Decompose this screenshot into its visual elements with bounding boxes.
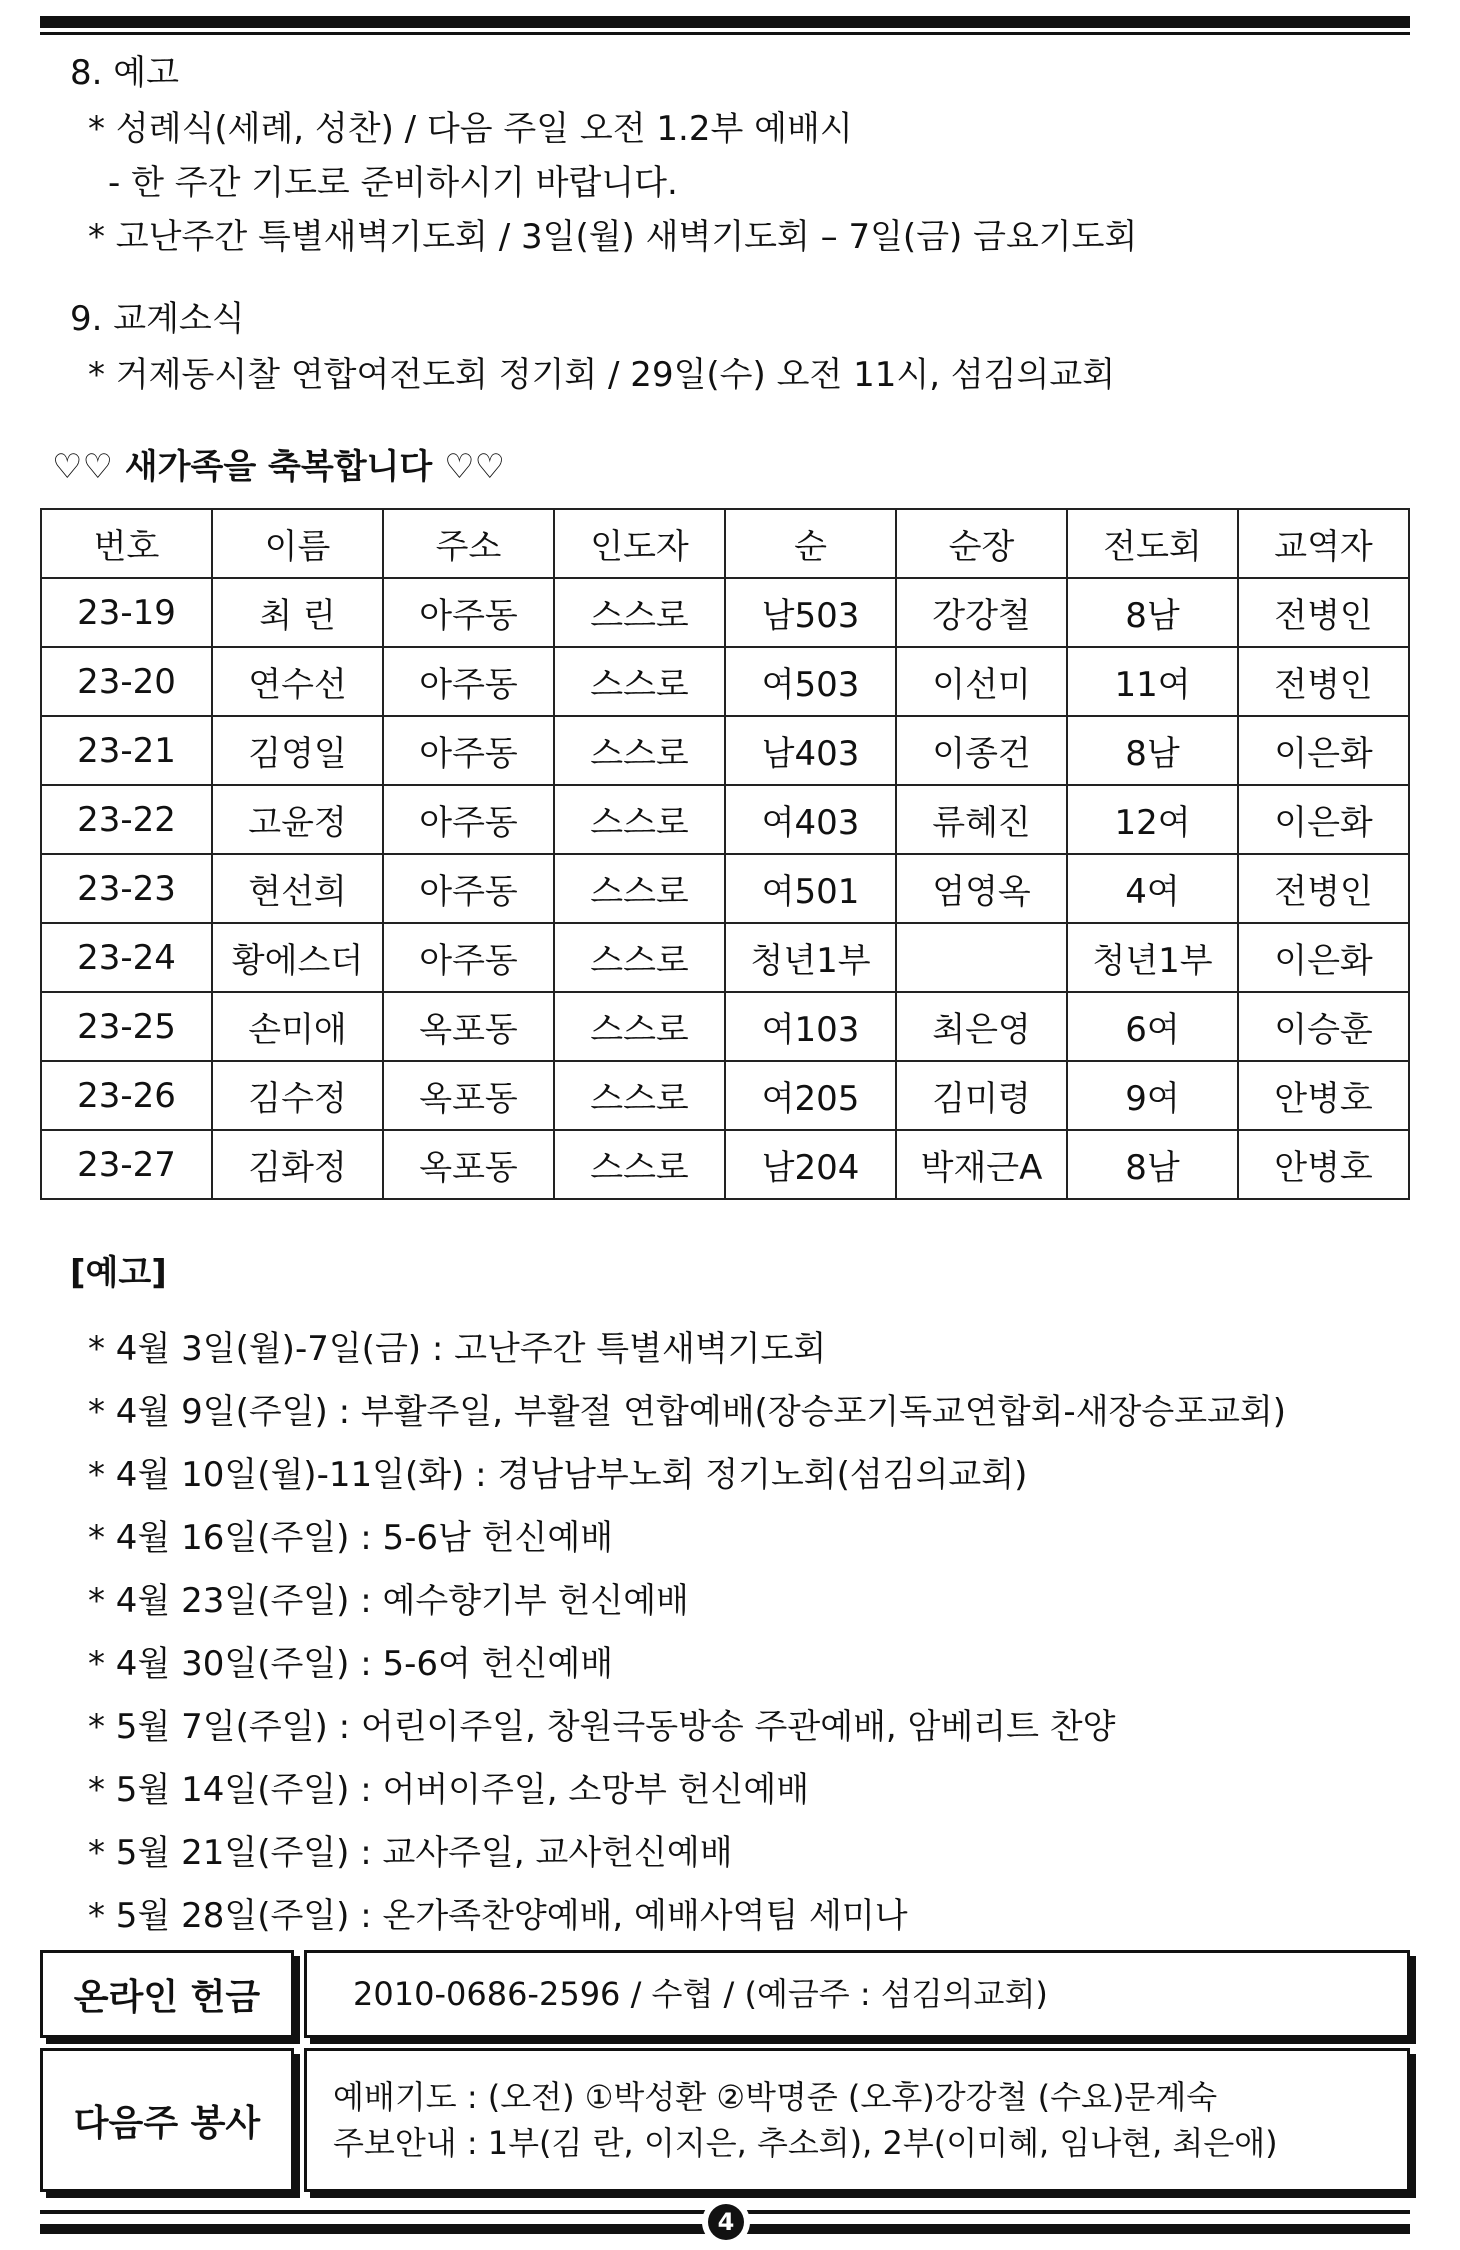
table-cell: 옥포동	[383, 992, 554, 1061]
table-cell: 4여	[1067, 854, 1238, 923]
table-cell: 김수정	[212, 1061, 383, 1130]
announce-heading: 8. 예고	[70, 53, 179, 93]
table-cell: 아주동	[383, 578, 554, 647]
table-cell: 이종건	[896, 716, 1067, 785]
table-cell: 스스로	[554, 785, 725, 854]
announce-item: * 고난주간 특별새벽기도회 / 3일(월) 새벽기도회 – 7일(금) 금요기도회	[88, 217, 1138, 257]
next-service-label: 다음주 봉사	[73, 2102, 261, 2144]
table-cell: 옥포동	[383, 1130, 554, 1199]
table-cell: 고윤정	[212, 785, 383, 854]
table-cell: 스스로	[554, 578, 725, 647]
list-item: * 4월 9일(주일) : 부활주일, 부활절 연합예배(장승포기독교연합회-새장승포교회)	[88, 1392, 1287, 1432]
table-cell: 강강철	[896, 578, 1067, 647]
schedule-list	[88, 1318, 1286, 1948]
table-cell: 스스로	[554, 923, 725, 992]
table-cell: 스스로	[554, 647, 725, 716]
table-cell: 안병호	[1238, 1130, 1409, 1199]
table-cell: 남503	[725, 578, 896, 647]
table-cell: 최은영	[896, 992, 1067, 1061]
announce-item: - 한 주간 기도로 준비하시기 바랍니다.	[108, 163, 678, 203]
table-cell: 김화정	[212, 1130, 383, 1199]
table-cell: 청년1부	[725, 923, 896, 992]
table-row	[41, 923, 1409, 992]
top-rule-thin	[40, 32, 1410, 35]
list-item: * 5월 14일(주일) : 어버이주일, 소망부 헌신예배	[88, 1770, 810, 1810]
table-cell: 스스로	[554, 1130, 725, 1199]
table-row	[41, 1061, 1409, 1130]
table-cell: 8남	[1067, 1130, 1238, 1199]
church-news-item: * 거제동시찰 연합여전도회 정기회 / 29일(수) 오전 11시, 섬김의교회	[88, 355, 1116, 395]
next-service-label-box	[40, 2048, 294, 2192]
column-header: 교역자	[1238, 509, 1409, 578]
table-cell: 이은화	[1238, 785, 1409, 854]
table-cell: 이은화	[1238, 923, 1409, 992]
table-cell: 여205	[725, 1061, 896, 1130]
table-cell: 11여	[1067, 647, 1238, 716]
table-cell: 여501	[725, 854, 896, 923]
column-header: 번호	[41, 509, 212, 578]
column-header: 순장	[896, 509, 1067, 578]
table-cell: 현선희	[212, 854, 383, 923]
online-offering-info-box	[304, 1950, 1410, 2038]
table-cell: 류혜진	[896, 785, 1067, 854]
table-cell: 아주동	[383, 854, 554, 923]
table-cell: 연수선	[212, 647, 383, 716]
next-service-info-box	[304, 2048, 1410, 2192]
schedule-title: [예고]	[70, 1253, 167, 1293]
table-cell: 아주동	[383, 716, 554, 785]
table-cell: 23-24	[41, 923, 212, 992]
table-cell: 남204	[725, 1130, 896, 1199]
table-cell: 여103	[725, 992, 896, 1061]
table-cell: 아주동	[383, 785, 554, 854]
table-row	[41, 647, 1409, 716]
table-cell: 이선미	[896, 647, 1067, 716]
table-row	[41, 578, 1409, 647]
table-cell: 23-25	[41, 992, 212, 1061]
table-cell: 23-21	[41, 716, 212, 785]
table-cell: 전병인	[1238, 647, 1409, 716]
table-cell: 8남	[1067, 716, 1238, 785]
table-cell: 23-20	[41, 647, 212, 716]
list-item: * 5월 21일(주일) : 교사주일, 교사헌신예배	[88, 1833, 733, 1873]
list-item: * 4월 16일(주일) : 5-6남 헌신예배	[88, 1518, 614, 1558]
online-offering-label-box	[40, 1950, 294, 2038]
list-item: * 4월 23일(주일) : 예수향기부 헌신예배	[88, 1581, 689, 1621]
next-service-ushers: 주보안내 : 1부(김 란, 이지은, 추소희), 2부(이미혜, 임나현, 최은애)	[333, 2124, 1278, 2162]
table-cell: 9여	[1067, 1061, 1238, 1130]
new-family-title: ♡♡ 새가족을 축복합니다 ♡♡	[52, 447, 506, 487]
table-cell: 여503	[725, 647, 896, 716]
table-cell: 청년1부	[1067, 923, 1238, 992]
table-cell: 8남	[1067, 578, 1238, 647]
table-cell	[896, 923, 1067, 992]
table-cell: 23-27	[41, 1130, 212, 1199]
list-item: * 5월 28일(주일) : 온가족찬양예배, 예배사역팀 세미나	[88, 1896, 908, 1936]
table-cell: 여403	[725, 785, 896, 854]
table-cell: 23-26	[41, 1061, 212, 1130]
table-cell: 안병호	[1238, 1061, 1409, 1130]
table-cell: 스스로	[554, 992, 725, 1061]
list-item: * 5월 7일(주일) : 어린이주일, 창원극동방송 주관예배, 암베리트 찬양	[88, 1707, 1116, 1747]
table-cell: 이승훈	[1238, 992, 1409, 1061]
page-number: 4	[708, 2204, 744, 2240]
table-cell: 아주동	[383, 647, 554, 716]
table-cell: 전병인	[1238, 854, 1409, 923]
table-row	[41, 992, 1409, 1061]
table-cell: 황에스더	[212, 923, 383, 992]
column-header: 주소	[383, 509, 554, 578]
table-cell: 23-22	[41, 785, 212, 854]
table-cell: 스스로	[554, 854, 725, 923]
table-cell: 엄영옥	[896, 854, 1067, 923]
table-cell: 23-23	[41, 854, 212, 923]
table-row	[41, 716, 1409, 785]
list-item: * 4월 30일(주일) : 5-6여 헌신예배	[88, 1644, 614, 1684]
next-service-prayer: 예배기도 : (오전) ①박성환 ②박명준 (오후)강강철 (수요)문계숙	[333, 2078, 1218, 2116]
column-header: 이름	[212, 509, 383, 578]
table-cell: 이은화	[1238, 716, 1409, 785]
list-item: * 4월 3일(월)-7일(금) : 고난주간 특별새벽기도회	[88, 1329, 827, 1369]
table-cell: 스스로	[554, 716, 725, 785]
table-cell: 박재근A	[896, 1130, 1067, 1199]
online-offering-label: 온라인 헌금	[73, 1976, 261, 2018]
column-header: 순	[725, 509, 896, 578]
table-cell: 23-19	[41, 578, 212, 647]
new-family-table	[40, 508, 1410, 1200]
table-row	[41, 1130, 1409, 1199]
table-cell: 손미애	[212, 992, 383, 1061]
table-row	[41, 854, 1409, 923]
table-cell: 전병인	[1238, 578, 1409, 647]
list-item: * 4월 10일(월)-11일(화) : 경남남부노회 정기노회(섬김의교회)	[88, 1455, 1028, 1495]
table-cell: 6여	[1067, 992, 1238, 1061]
table-cell: 최 린	[212, 578, 383, 647]
table-cell: 김미령	[896, 1061, 1067, 1130]
table-cell: 남403	[725, 716, 896, 785]
column-header: 인도자	[554, 509, 725, 578]
table-cell: 옥포동	[383, 1061, 554, 1130]
online-offering-account: 2010-0686-2596 / 수협 / (예금주 : 섬김의교회)	[353, 1975, 1048, 2013]
table-cell: 스스로	[554, 1061, 725, 1130]
table-cell: 김영일	[212, 716, 383, 785]
church-news-heading: 9. 교계소식	[70, 299, 245, 339]
column-header: 전도회	[1067, 509, 1238, 578]
announce-item: * 성례식(세례, 성찬) / 다음 주일 오전 1.2부 예배시	[88, 109, 853, 149]
table-cell: 아주동	[383, 923, 554, 992]
table-cell: 12여	[1067, 785, 1238, 854]
top-rule	[40, 16, 1410, 28]
table-header-row	[41, 509, 1409, 578]
table-row	[41, 785, 1409, 854]
